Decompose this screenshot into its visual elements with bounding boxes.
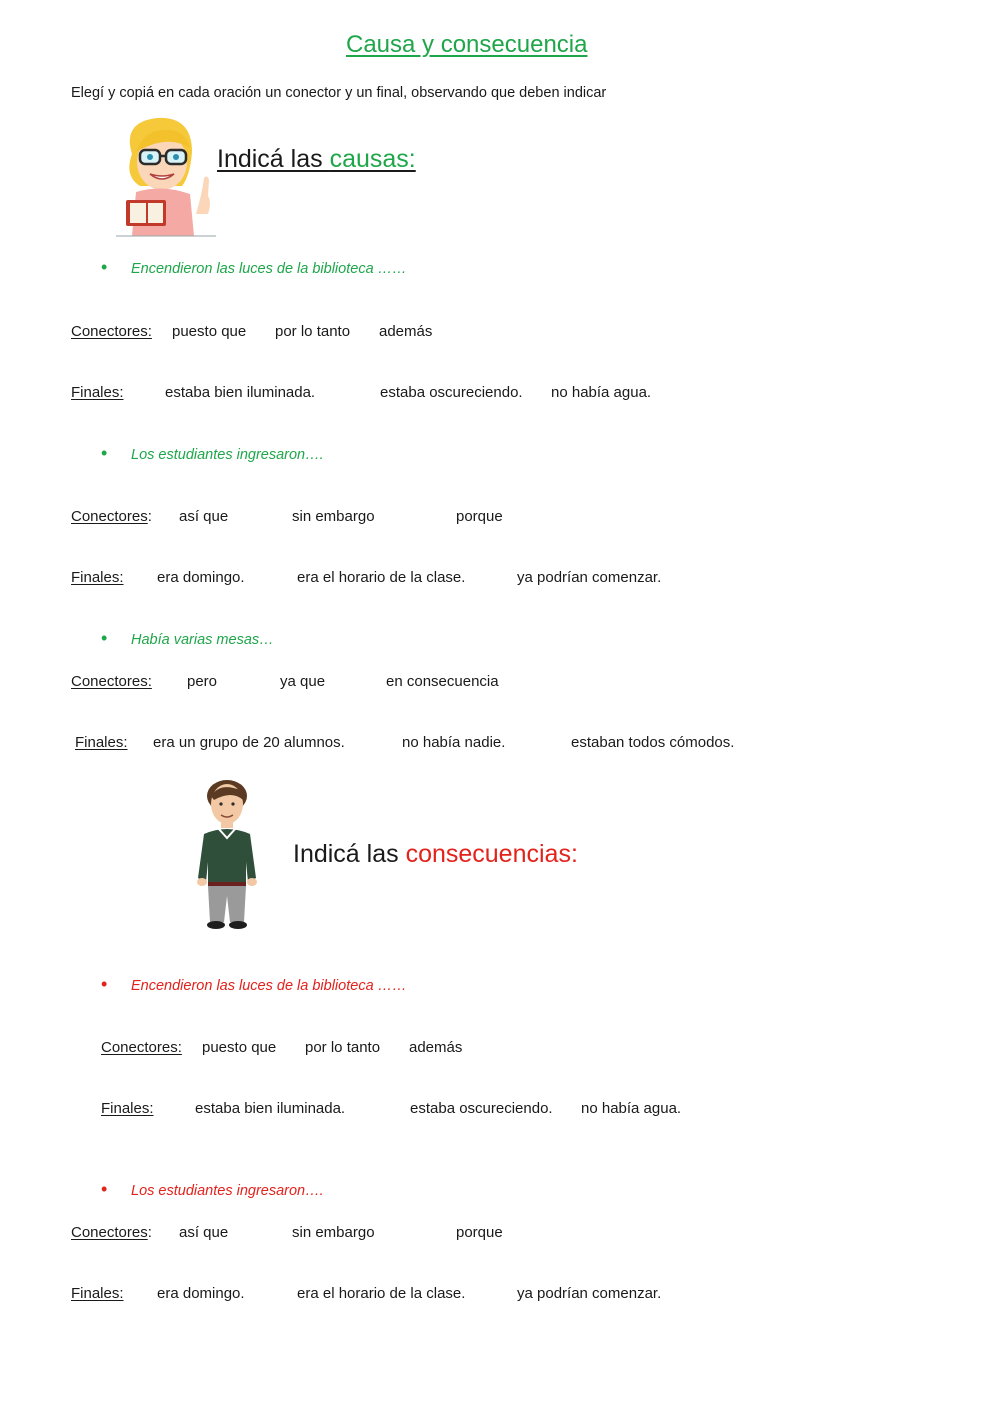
final-option[interactable]: era el horario de la clase.: [297, 569, 466, 586]
causes-heading: [217, 145, 416, 174]
final-option[interactable]: estaba bien iluminada.: [165, 384, 316, 401]
bullet-icon: •: [101, 974, 108, 994]
finals-label: Finales:: [71, 569, 124, 586]
consequences-heading: [293, 840, 578, 869]
connector-option[interactable]: así que: [179, 1224, 229, 1241]
finals-label: Finales:: [101, 1100, 154, 1117]
consequences-sentence-1: [101, 974, 407, 994]
finals-label: Finales:: [75, 734, 128, 751]
connector-option[interactable]: por lo tanto: [275, 323, 351, 340]
connector-option[interactable]: sin embargo: [292, 508, 375, 525]
connector-option[interactable]: por lo tanto: [305, 1039, 381, 1056]
sentence-text: Encendieron las luces de la biblioteca ……: [131, 261, 407, 277]
connector-option[interactable]: puesto que: [172, 323, 247, 340]
connector-option[interactable]: además: [379, 323, 433, 340]
final-option[interactable]: era domingo.: [157, 569, 245, 586]
sentence-text: Encendieron las luces de la biblioteca ……: [131, 978, 407, 994]
final-option[interactable]: no había agua.: [551, 384, 652, 401]
consequences-sentence-2: [101, 1179, 324, 1199]
connectors-label: Conectores:: [71, 673, 152, 690]
colon: :: [147, 508, 152, 525]
causes-sentence-1: [101, 257, 407, 277]
connector-option[interactable]: pero: [187, 673, 218, 690]
connector-option[interactable]: así que: [179, 508, 229, 525]
connectors-label-group: [71, 508, 152, 525]
final-option[interactable]: estaba oscureciendo.: [410, 1100, 553, 1117]
final-option[interactable]: ya podrían comenzar.: [517, 569, 662, 586]
sentence-text: Había varias mesas…: [131, 632, 274, 648]
final-option[interactable]: no había agua.: [581, 1100, 682, 1117]
causes-sentence-3: [101, 628, 274, 648]
connectors-label-group: [71, 1224, 152, 1241]
connector-option[interactable]: además: [409, 1039, 463, 1056]
bullet-icon: •: [101, 628, 108, 648]
final-option[interactable]: estaban todos cómodos.: [571, 734, 735, 751]
causes-heading-prefix: Indicá las: [217, 145, 330, 173]
connector-option[interactable]: ya que: [280, 673, 326, 690]
colon: :: [147, 1224, 152, 1241]
connector-option[interactable]: en consecuencia: [386, 673, 499, 690]
bullet-icon: •: [101, 257, 108, 277]
final-option[interactable]: estaba oscureciendo.: [380, 384, 523, 401]
final-option[interactable]: no había nadie.: [402, 734, 506, 751]
finals-label: Finales:: [71, 384, 124, 401]
consequences-heading-word: consecuencias:: [405, 840, 578, 868]
connectors-label: Conectores:: [101, 1039, 182, 1056]
connectors-label: Conectores: [71, 508, 148, 525]
sentence-text: Los estudiantes ingresaron….: [131, 1183, 324, 1199]
instruction-text: Elegí y copiá en cada oración un conector y un final, observando que deben indicar: [71, 85, 607, 101]
final-option[interactable]: era domingo.: [157, 1285, 245, 1302]
bullet-icon: •: [101, 443, 108, 463]
final-option[interactable]: era un grupo de 20 alumnos.: [153, 734, 345, 751]
sentence-text: Los estudiantes ingresaron….: [131, 447, 324, 463]
consequences-heading-prefix: Indicá las: [293, 840, 406, 868]
connector-option[interactable]: porque: [456, 508, 503, 525]
connectors-label: Conectores:: [71, 323, 152, 340]
connector-option[interactable]: puesto que: [202, 1039, 277, 1056]
teacher-illustration: [112, 114, 220, 238]
final-option[interactable]: estaba bien iluminada.: [195, 1100, 346, 1117]
student-illustration: [190, 778, 264, 930]
bullet-icon: •: [101, 1179, 108, 1199]
connector-option[interactable]: porque: [456, 1224, 503, 1241]
final-option[interactable]: ya podrían comenzar.: [517, 1285, 662, 1302]
finals-label: Finales:: [71, 1285, 124, 1302]
final-option[interactable]: era el horario de la clase.: [297, 1285, 466, 1302]
page-title: Causa y consecuencia: [346, 31, 588, 58]
connectors-label: Conectores: [71, 1224, 148, 1241]
causes-heading-word: causas:: [329, 145, 416, 173]
causes-sentence-2: [101, 443, 324, 463]
connector-option[interactable]: sin embargo: [292, 1224, 375, 1241]
